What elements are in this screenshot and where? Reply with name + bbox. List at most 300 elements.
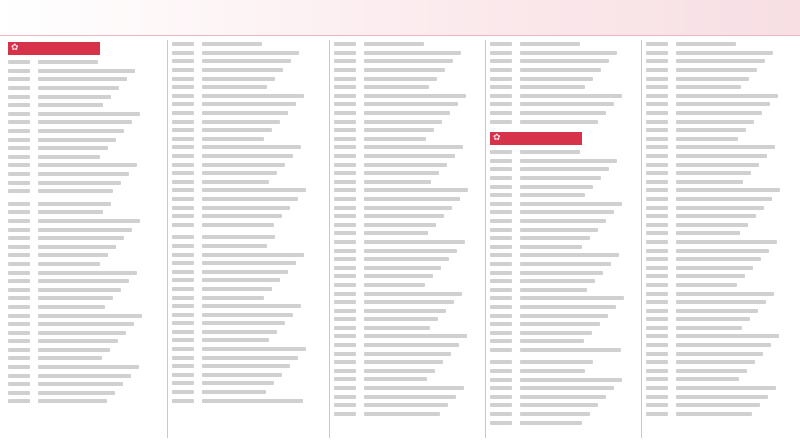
- unreadable-text: [8, 271, 30, 275]
- unreadable-text: [38, 374, 131, 378]
- list-item: [8, 303, 163, 312]
- unreadable-text: [172, 180, 194, 184]
- unreadable-text: [520, 185, 593, 189]
- list-item: [334, 298, 481, 307]
- person-name: [172, 49, 202, 58]
- work-unit: [364, 349, 481, 358]
- work-unit: [676, 109, 794, 118]
- person-name: [490, 242, 520, 251]
- work-unit: [202, 379, 325, 388]
- unreadable-text: [490, 245, 512, 249]
- unreadable-text: [38, 331, 126, 335]
- unreadable-text: [172, 137, 194, 141]
- list-item: [172, 379, 325, 388]
- group-spacer: [334, 418, 481, 422]
- work-unit: [520, 320, 637, 329]
- work-unit: [676, 49, 794, 58]
- group-spacer: [646, 418, 794, 422]
- person-name: [334, 160, 364, 169]
- unreadable-text: [646, 283, 668, 287]
- work-unit: [676, 358, 794, 367]
- list-item: [8, 389, 163, 398]
- list-item: [490, 100, 637, 109]
- unreadable-text: [364, 292, 462, 296]
- work-unit: [202, 336, 325, 345]
- unreadable-text: [646, 188, 668, 192]
- unreadable-text: [520, 421, 582, 425]
- unreadable-text: [172, 270, 194, 274]
- list-item: [172, 242, 325, 251]
- unreadable-text: [172, 206, 194, 210]
- list-item: [646, 332, 794, 341]
- person-name: [490, 358, 520, 367]
- person-name: [8, 337, 38, 346]
- person-name: [172, 178, 202, 187]
- person-name: [172, 242, 202, 251]
- unreadable-text: [8, 348, 30, 352]
- work-unit: [520, 40, 637, 49]
- list-item: [646, 306, 794, 315]
- person-name: [490, 337, 520, 346]
- work-unit: [520, 165, 637, 174]
- person-name: [334, 169, 364, 178]
- person-name: [490, 148, 520, 157]
- person-name: [490, 109, 520, 118]
- unreadable-text: [364, 309, 446, 313]
- unreadable-text: [646, 274, 668, 278]
- work-unit: [364, 324, 481, 333]
- list-item: [334, 358, 481, 367]
- work-unit: [364, 169, 481, 178]
- unreadable-text: [520, 296, 624, 300]
- person-name: [334, 126, 364, 135]
- list-item: [490, 358, 637, 367]
- list-item: [334, 229, 481, 238]
- person-name: [8, 346, 38, 355]
- unreadable-text: [334, 352, 356, 356]
- list-item: [172, 388, 325, 397]
- person-name: [334, 195, 364, 204]
- unreadable-text: [490, 236, 512, 240]
- unreadable-text: [364, 326, 430, 330]
- unreadable-text: [38, 189, 113, 193]
- unreadable-text: [172, 51, 194, 55]
- unreadable-text: [490, 279, 512, 283]
- work-unit: [520, 49, 637, 58]
- work-unit: [676, 281, 794, 290]
- list-item: [8, 363, 163, 372]
- unreadable-text: [676, 223, 748, 227]
- list-item: [490, 217, 637, 226]
- person-name: [646, 178, 676, 187]
- unreadable-text: [334, 369, 356, 373]
- person-name: [334, 289, 364, 298]
- unreadable-text: [646, 352, 668, 356]
- list-item: [8, 225, 163, 234]
- unreadable-text: [38, 339, 118, 343]
- work-unit: [364, 263, 481, 272]
- list-item: [334, 143, 481, 152]
- work-unit: [38, 380, 163, 389]
- unreadable-text: [202, 223, 274, 227]
- work-unit: [676, 315, 794, 324]
- unreadable-text: [490, 202, 512, 206]
- list-item: [8, 251, 163, 260]
- list-item: [334, 135, 481, 144]
- unreadable-text: [8, 112, 30, 116]
- unreadable-text: [490, 176, 512, 180]
- unreadable-text: [8, 219, 30, 223]
- person-name: [646, 255, 676, 264]
- person-name: [334, 306, 364, 315]
- person-name: [490, 225, 520, 234]
- unreadable-text: [490, 288, 512, 292]
- work-unit: [364, 212, 481, 221]
- unreadable-text: [676, 197, 772, 201]
- person-name: [334, 272, 364, 281]
- work-unit: [364, 367, 481, 376]
- unreadable-text: [646, 403, 668, 407]
- work-unit: [38, 200, 163, 209]
- list-item: [334, 92, 481, 101]
- person-name: [646, 358, 676, 367]
- person-name: [172, 203, 202, 212]
- unreadable-text: [334, 283, 356, 287]
- unreadable-text: [646, 68, 668, 72]
- unreadable-text: [334, 223, 356, 227]
- list-item: [490, 320, 637, 329]
- person-name: [490, 66, 520, 75]
- work-unit: [202, 242, 325, 251]
- unreadable-text: [8, 356, 30, 360]
- person-name: [172, 83, 202, 92]
- work-unit: [676, 367, 794, 376]
- list-item: [172, 49, 325, 58]
- person-name: [8, 234, 38, 243]
- list-item: [490, 251, 637, 260]
- list-item: [334, 126, 481, 135]
- work-unit: [364, 298, 481, 307]
- unreadable-text: [676, 249, 769, 253]
- unreadable-text: [8, 210, 30, 214]
- list-item: [8, 67, 163, 76]
- person-name: [8, 101, 38, 110]
- list-item: [490, 109, 637, 118]
- person-name: [646, 40, 676, 49]
- person-name: [172, 212, 202, 221]
- work-unit: [202, 203, 325, 212]
- unreadable-text: [646, 42, 668, 46]
- unreadable-text: [8, 172, 30, 176]
- unreadable-text: [520, 369, 585, 373]
- unreadable-text: [520, 305, 616, 309]
- person-name: [8, 277, 38, 286]
- work-unit: [676, 324, 794, 333]
- person-name: [334, 384, 364, 393]
- person-name: [334, 263, 364, 272]
- list-item: [172, 40, 325, 49]
- work-unit: [676, 143, 794, 152]
- work-unit: [38, 328, 163, 337]
- list-item: [646, 255, 794, 264]
- group-spacer: [172, 405, 325, 409]
- column-2: [167, 40, 325, 438]
- unreadable-text: [364, 180, 431, 184]
- unreadable-text: [172, 381, 194, 385]
- unreadable-text: [172, 128, 194, 132]
- unreadable-text: [364, 197, 460, 201]
- unreadable-text: [676, 403, 760, 407]
- unreadable-text: [202, 381, 274, 385]
- list-item: [172, 371, 325, 380]
- person-name: [646, 57, 676, 66]
- list-item: [490, 337, 637, 346]
- work-unit: [202, 267, 325, 276]
- unreadable-text: [364, 51, 461, 55]
- list-item: [8, 320, 163, 329]
- unreadable-text: [38, 288, 121, 292]
- list-item: [490, 346, 637, 355]
- work-unit: [676, 100, 794, 109]
- unreadable-text: [172, 364, 194, 368]
- work-unit: [364, 49, 481, 58]
- list-item: [646, 298, 794, 307]
- person-name: [8, 187, 38, 196]
- unreadable-text: [38, 202, 111, 206]
- person-name: [334, 178, 364, 187]
- list-item: [490, 191, 637, 200]
- unreadable-text: [334, 111, 356, 115]
- list-item: [646, 272, 794, 281]
- list-item: [646, 40, 794, 49]
- work-unit: [676, 212, 794, 221]
- unreadable-text: [676, 266, 753, 270]
- group-spacer: [490, 126, 637, 130]
- work-unit: [202, 388, 325, 397]
- unreadable-text: [38, 314, 142, 318]
- list-item: [646, 220, 794, 229]
- person-name: [334, 349, 364, 358]
- unreadable-text: [8, 262, 30, 266]
- unreadable-text: [520, 68, 601, 72]
- unreadable-text: [646, 266, 668, 270]
- work-unit: [364, 117, 481, 126]
- work-unit: [520, 234, 637, 243]
- unreadable-text: [172, 347, 194, 351]
- unreadable-text: [646, 231, 668, 235]
- work-unit: [202, 126, 325, 135]
- person-name: [490, 191, 520, 200]
- person-name: [8, 118, 38, 127]
- work-unit: [520, 109, 637, 118]
- unreadable-text: [646, 377, 668, 381]
- unreadable-text: [364, 240, 465, 244]
- work-unit: [364, 74, 481, 83]
- section-tag-collectives: [490, 132, 582, 145]
- unreadable-text: [172, 244, 194, 248]
- list-item: [334, 332, 481, 341]
- person-name: [8, 127, 38, 136]
- unreadable-text: [334, 257, 356, 261]
- person-name: [172, 92, 202, 101]
- unreadable-text: [8, 305, 30, 309]
- person-name: [646, 186, 676, 195]
- unreadable-text: [646, 51, 668, 55]
- list-item: [490, 242, 637, 251]
- person-name: [8, 92, 38, 101]
- unreadable-text: [8, 382, 30, 386]
- unreadable-text: [8, 189, 30, 193]
- list-item: [334, 410, 481, 419]
- work-unit: [202, 396, 325, 405]
- work-unit: [202, 328, 325, 337]
- work-unit: [676, 289, 794, 298]
- unreadable-text: [646, 360, 668, 364]
- unreadable-text: [676, 386, 776, 390]
- list-item: [646, 238, 794, 247]
- work-unit: [520, 117, 637, 126]
- work-unit: [676, 392, 794, 401]
- unreadable-text: [334, 266, 356, 270]
- unreadable-text: [364, 111, 450, 115]
- list-item: [8, 84, 163, 93]
- work-unit: [676, 169, 794, 178]
- work-unit: [676, 298, 794, 307]
- unreadable-text: [520, 150, 580, 154]
- person-name: [646, 315, 676, 324]
- work-unit: [202, 250, 325, 259]
- unreadable-text: [646, 326, 668, 330]
- list-item: [172, 83, 325, 92]
- list-item: [646, 212, 794, 221]
- list-item: [646, 349, 794, 358]
- work-unit: [676, 74, 794, 83]
- unreadable-text: [38, 279, 129, 283]
- unreadable-text: [172, 111, 194, 115]
- unreadable-text: [202, 94, 304, 98]
- list-item: [646, 203, 794, 212]
- unreadable-text: [676, 180, 743, 184]
- person-name: [334, 135, 364, 144]
- unreadable-text: [364, 300, 454, 304]
- person-name: [172, 259, 202, 268]
- list-item: [490, 40, 637, 49]
- unreadable-text: [38, 163, 137, 167]
- unreadable-text: [676, 120, 754, 124]
- person-name: [334, 143, 364, 152]
- list-item: [172, 220, 325, 229]
- list-item: [490, 174, 637, 183]
- work-unit: [202, 83, 325, 92]
- person-name: [172, 109, 202, 118]
- person-name: [172, 152, 202, 161]
- unreadable-text: [364, 163, 447, 167]
- unreadable-text: [490, 395, 512, 399]
- list-item: [8, 380, 163, 389]
- unreadable-text: [334, 317, 356, 321]
- work-unit: [38, 170, 163, 179]
- unreadable-text: [172, 171, 194, 175]
- unreadable-text: [520, 51, 617, 55]
- list-item: [334, 203, 481, 212]
- unreadable-text: [172, 390, 194, 394]
- person-name: [646, 152, 676, 161]
- unreadable-text: [172, 304, 194, 308]
- list-item: [334, 289, 481, 298]
- list-item: [490, 418, 637, 427]
- person-name: [172, 220, 202, 229]
- list-item: [8, 217, 163, 226]
- work-unit: [202, 293, 325, 302]
- work-unit: [520, 100, 637, 109]
- unreadable-text: [646, 334, 668, 338]
- list-item: [8, 92, 163, 101]
- list-item: [646, 246, 794, 255]
- person-name: [490, 375, 520, 384]
- unreadable-text: [676, 102, 770, 106]
- work-unit: [202, 74, 325, 83]
- work-unit: [202, 233, 325, 242]
- unreadable-text: [334, 300, 356, 304]
- unreadable-text: [8, 322, 30, 326]
- unreadable-text: [38, 103, 103, 107]
- person-name: [334, 57, 364, 66]
- person-name: [646, 135, 676, 144]
- work-unit: [364, 306, 481, 315]
- person-name: [8, 135, 38, 144]
- unreadable-text: [364, 283, 425, 287]
- work-unit: [38, 187, 163, 196]
- person-name: [334, 401, 364, 410]
- list-item: [334, 186, 481, 195]
- list-item: [172, 353, 325, 362]
- unreadable-text: [334, 188, 356, 192]
- unreadable-text: [334, 360, 356, 364]
- unreadable-text: [364, 223, 436, 227]
- list-item: [172, 117, 325, 126]
- unreadable-text: [676, 317, 750, 321]
- work-unit: [38, 337, 163, 346]
- unreadable-text: [490, 322, 512, 326]
- work-unit: [676, 255, 794, 264]
- list-item: [172, 135, 325, 144]
- work-unit: [364, 109, 481, 118]
- person-name: [334, 49, 364, 58]
- list-item: [8, 170, 163, 179]
- work-unit: [364, 160, 481, 169]
- list-item: [646, 289, 794, 298]
- unreadable-text: [8, 374, 30, 378]
- unreadable-text: [490, 185, 512, 189]
- unreadable-text: [520, 331, 592, 335]
- unreadable-text: [490, 102, 512, 106]
- unreadable-text: [490, 369, 512, 373]
- work-unit: [38, 363, 163, 372]
- unreadable-text: [490, 228, 512, 232]
- unreadable-text: [490, 412, 512, 416]
- person-name: [490, 418, 520, 427]
- unreadable-text: [364, 154, 455, 158]
- list-item: [8, 58, 163, 67]
- unreadable-text: [520, 245, 582, 249]
- person-name: [490, 410, 520, 419]
- person-name: [8, 294, 38, 303]
- person-name: [334, 341, 364, 350]
- unreadable-text: [646, 163, 668, 167]
- list-item: [334, 83, 481, 92]
- list-item: [8, 346, 163, 355]
- person-name: [8, 200, 38, 209]
